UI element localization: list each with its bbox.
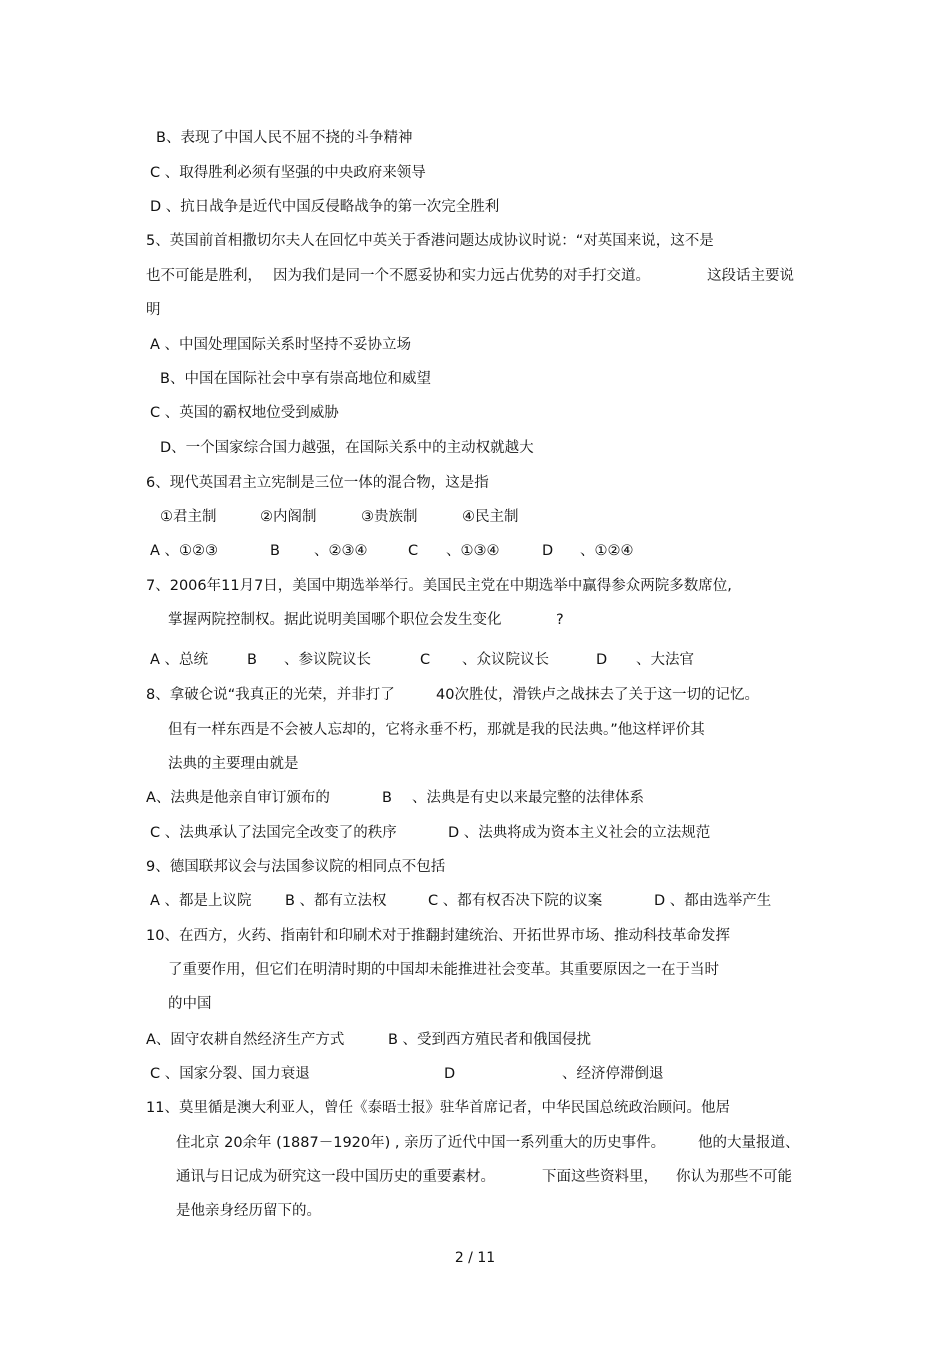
option-d: D 、法典将成为资本主义社会的立法规范	[448, 825, 711, 841]
text-line: 了重要作用，但它们在明清时期的中国却未能推进社会变革。其重要原因之一在于当时	[168, 962, 719, 978]
option-a: A 、都是上议院	[150, 893, 252, 909]
text-line: 也不可能是胜利，	[146, 268, 262, 284]
text-line: 掌握两院控制权。据此说明美国哪个职位会发生变化	[168, 612, 502, 628]
option-a: A 、中国处理国际关系时坚持不妥协立场	[150, 337, 412, 353]
text-line: 是他亲身经历留下的。	[176, 1203, 321, 1219]
text-line: 你认为那些不可能	[676, 1169, 792, 1185]
option-b: 、参议院议长	[284, 652, 371, 668]
option-d: 、①②④	[580, 543, 634, 559]
page-number: 2 / 11	[454, 1250, 496, 1266]
option-c: 、众议院议长	[462, 652, 549, 668]
option-c: 、①③④	[446, 543, 500, 559]
option-a: A 、①②③	[150, 543, 219, 559]
question-11: 11、莫里循是澳大利亚人，曾任《泰晤士报》驻华首席记者，中华民国总统政治顾问。他居	[146, 1100, 730, 1116]
option-b-letter: B	[270, 543, 280, 559]
item-2: ②内阁制	[260, 509, 317, 525]
option-b-letter: B	[247, 652, 257, 668]
text-line: 法典的主要理由就是	[168, 756, 299, 772]
text-line: 明	[146, 302, 161, 318]
question-6: 6、现代英国君主立宪制是三位一体的混合物，这是指	[146, 475, 489, 491]
text-line: 他的大量报道、	[698, 1135, 800, 1151]
option-d: D 、都由选举产生	[654, 893, 772, 909]
option-d: D、一个国家综合国力越强，在国际关系中的主动权就越大	[160, 440, 534, 456]
option-b: 、②③④	[314, 543, 368, 559]
option-b: B 、都有立法权	[285, 893, 387, 909]
text-line: ?	[556, 612, 564, 628]
option-b-letter: B	[382, 790, 392, 806]
item-4: ④民主制	[462, 509, 519, 525]
option-c: C 、法典承认了法国完全改变了的秩序	[150, 825, 397, 841]
text-line: 的中国	[168, 996, 212, 1012]
option-d-letter: D	[542, 543, 554, 559]
option-c-letter: C	[408, 543, 419, 559]
text-line: B、表现了中国人民不屈不挠的斗争精神	[156, 130, 413, 146]
option-c-letter: C	[420, 652, 431, 668]
option-b: B、中国在国际社会中享有崇高地位和威望	[160, 371, 431, 387]
option-b: B 、受到西方殖民者和俄国侵扰	[388, 1032, 592, 1048]
option-b: 、法典是有史以来最完整的法律体系	[412, 790, 644, 806]
text-line: 这段话主要说	[707, 268, 794, 284]
text-line: D 、抗日战争是近代中国反侵略战争的第一次完全胜利	[150, 199, 500, 215]
item-3: ③贵族制	[361, 509, 418, 525]
text-line: 住北京 20余年 (1887－1920年) , 亲历了近代中国一系列重大的历史事件。	[176, 1135, 666, 1151]
option-d: 、大法官	[636, 652, 694, 668]
option-d-letter: D	[444, 1066, 456, 1082]
text-line: 下面这些资料里，	[542, 1169, 658, 1185]
text-line: 40次胜仗，滑铁卢之战抹去了关于这一切的记忆。	[436, 687, 759, 703]
question-8: 8、拿破仑说“我真正的光荣，并非打了	[146, 687, 395, 703]
text-line: C 、取得胜利必须有坚强的中央政府来领导	[150, 165, 426, 181]
question-5: 5、英国前首相撒切尔夫人在回忆中英关于香港问题达成协议时说：“对英国来说，这不是	[146, 233, 714, 249]
item-1: ①君主制	[160, 509, 217, 525]
option-c: C 、英国的霸权地位受到威胁	[150, 405, 339, 421]
option-a: A、固守农耕自然经济生产方式	[146, 1032, 345, 1048]
question-9: 9、德国联邦议会与法国参议院的相同点不包括	[146, 859, 446, 875]
option-c: C 、国家分裂、国力衰退	[150, 1066, 310, 1082]
option-d-letter: D	[596, 652, 608, 668]
option-a: A 、总统	[150, 652, 209, 668]
option-c: C 、都有权否决下院的议案	[428, 893, 603, 909]
option-d: 、经济停滞倒退	[562, 1066, 664, 1082]
text-line: 但有一样东西是不会被人忘却的，它将永垂不朽，那就是我的民法典。”他这样评价其	[168, 722, 705, 738]
question-10: 10、在西方，火药、指南针和印刷术对于推翻封建统治、开拓世界市场、推动科技革命发挥	[146, 928, 730, 944]
text-line: 通讯与日记成为研究这一段中国历史的重要素材。	[176, 1169, 495, 1185]
text-line: 因为我们是同一个不愿妥协和实力远占优势的对手打交道。	[273, 268, 650, 284]
option-a: A、法典是他亲自审订颁布的	[146, 790, 330, 806]
question-7: 7、2006年11月7日，美国中期选举举行。美国民主党在中期选举中赢得参众两院多数席位,	[146, 578, 732, 594]
